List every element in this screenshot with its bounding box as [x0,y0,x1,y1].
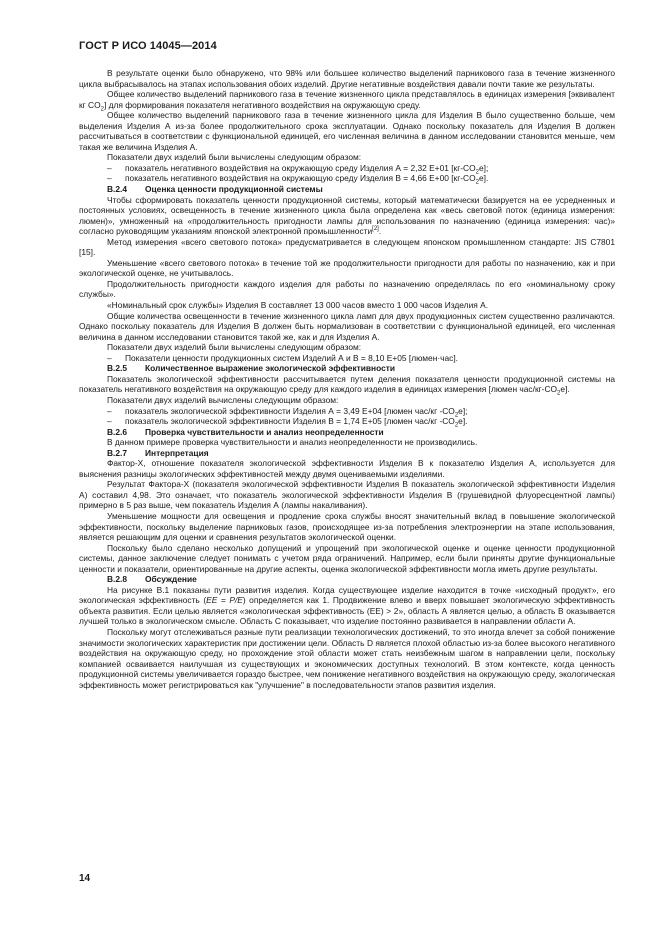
paragraph: Общее количество выделений парникового газа в течение жизненного цикла представлялось в единицах измерения [эквивалент кг $CO_2$] для формирования показателя негативного воздействия на окружающую среду. [79,89,615,113]
paragraph: Поскольку было сделано несколько допущений и упрощений при экологической оценке и оценке ценности продукционной системы, данное заключение следует понимать с учетом ряда ограничений. Например, если были приняты другие функциональные ценности и показатели, ориентированные на другие аспекты, оценка экологической эффективности могла иметь другие результаты. [79,542,615,574]
paragraph: Общее количество выделений парникового газа в течение жизненного цикла для Изделия В было существенно больше, чем выделения Изделия А из-за более продолжительного срока эксплуатации. Однако поскольку показатель для Изделия В должен рассчитываться в соответствии с функциональной единицей, его численная величина в данном исследовании становится меньше, чем такая же величина Изделия А. [79,110,615,152]
list-item: – показатель негативного воздействия на окружающую среду Изделия А = 2,32 E+01 $[кг-CO_2e]$; [107,162,489,176]
paragraph: Фактор-X, отношение показателя экологической эффективности Изделия В к показателю Изделия А, используется для выяснения разницы экологических эффективностей между двумя оцениваемыми изделиями. [79,458,615,479]
paragraph: Показатели двух изделий вычислены следующим образом: [107,394,339,405]
paragraph: На рисунке В.1 показаны пути развития изделия. Когда существующее изделие находится в точке «исходный продукт», его экологическая эффективность (EE = P/E) определяется как 1. Продвижение влево и вверх повышает экологическую эффективность объекта развития. Если целью является «экологическая эффективность (EE) > 2», область А является целью, а область В оказывается лучшей только в экологическом смысле. Область С показывает, что изделие постоянно развивается в направлении области А. [79,584,615,627]
list-item: – Показатели ценности продукционных систем Изделий А и В = 8,10 E+05 [люмен·час]. [107,352,458,363]
section-heading: B.2.8 Обсуждение [107,574,197,585]
page-number: 14 [79,873,91,884]
section-heading: B.2.4 Оценка ценности продукционной системы [107,184,323,195]
paragraph: Показатель экологической эффективности рассчитывается путем деления показателя ценности продукционной системы на показатель негативного воздействия на окружающую среду для каждого изделия в единицах измерения [люмен час/$кг-CO_2e$]. [79,373,615,398]
paragraph: Показатели двух изделий были вычислены следующим образом: [107,152,362,163]
section-heading: B.2.7 Интерпретация [107,447,209,458]
section-heading: B.2.5 Количественное выражение экологической эффективности [107,363,396,374]
list-item: – показатель негативного воздействия на окружающую среду Изделия В = 4,66 E+00 $[кг-CO_2e]$. [107,173,489,187]
paragraph: Поскольку могут отслеживаться разные пути реализации технологических достижений, то это иногда влечет за собой понижение значимости экологических характеристик при достижении цели. Область D является плохой областью из-за более высокого негативного воздействия на окружающую среду, но прохождение этой области может стать неизбежным шагом в направлении цели, поскольку компанией осваивается наилучшая из существующих и экономических доступных технологий. В этом контексте, когда ценность продукционной системы увеличивается гораздо быстрее, чем понижение негативного воздействия на окружающую среду, экологическая эффективность может регистрироваться как "улучшение" в последовательности этапов развития изделия. [79,626,615,690]
paragraph: «Номинальный срок службы» Изделия В составляет 13 000 часов вместо 1 000 часов Изделия А. [107,300,489,311]
paragraph: Уменьшение «всего светового потока» в течение той же продолжительности пригодности для работы по назначению, как и при экологической оценке, не учитывалось. [79,257,615,279]
document-body [79,68,615,690]
paragraph: В данном примере проверка чувствительности и анализ неопределенности не производились. [107,437,478,448]
paragraph: Показатели двух изделий были вычислены следующим образом: [107,342,362,353]
list-item: – показатель экологической эффективности Изделия А = 3,49 E+04 [люмен час/кг $-CO_2e$]; [107,405,468,419]
paragraph: Результат Фактора-X (показателя экологической эффективности Изделия В показатель экологической эффективности Изделия А) составил 4,98. Это означает, что показатель экологической эффективности Изделия В (грушевидной флуоресцентной лампы) примерно в 5 раз выше, чем показатель Изделия А (лампы накаливания). [79,479,615,511]
paragraph: Чтобы сформировать показатель ценности продукционной системы, который математически базируется на ее усредненных и постоянных условиях, освещенность в течение жизненного цикла была определена как «весь световой поток (единица измерения: люмен)», умноженный на «продолжительность пригодности лампы для использования по назначению (единица измерения: час)» согласно руководящим указаниям японской электронной промышленности[2]. [79,194,615,237]
paragraph: Уменьшение мощности для освещения и продление срока службы вносят значительный вклад в повышение экологической эффективности, поскольку выделение парниковых газов, происходящее из-за потребления электроэнергии на этапе использования, является решающим для оценки и сравнения результатов экологической оценки. [79,510,615,543]
paragraph: Продолжительность пригодности каждого изделия для работы по назначению определялась по его «номинальному сроку службы». [79,278,615,300]
page-header: ГОСТ Р ИСО 14045—2014 [79,40,217,52]
paragraph: Метод измерения «всего светового потока» предусматривается в следующем японском промышленном стандарте: JIS C7801 [15]. [79,236,615,258]
list-item: – показатель экологической эффективности Изделия В = 1,74 E+05 [люмен час/кг $-CO_2e$]. [107,416,468,429]
paragraph: Общие количества освещенности в течение жизненного цикла ламп для двух продукционных систем существенно различаются. Однако поскольку показатель для Изделия В должен быть нормализован в соответствии с функциональной единицей, его численная величина в данном исследовании становится такой же, как и для Изделия А. [79,310,615,342]
section-heading: B.2.6 Проверка чувствительности и анализ неопределенности [107,426,384,437]
paragraph: В результате оценки было обнаружено, что 98% или большее количество выделений парникового газа в течение жизненного цикла выбрасывалось на этапах использования обоих изделий. Другие негативные воздействия давали почти такие же результаты. [79,68,615,89]
